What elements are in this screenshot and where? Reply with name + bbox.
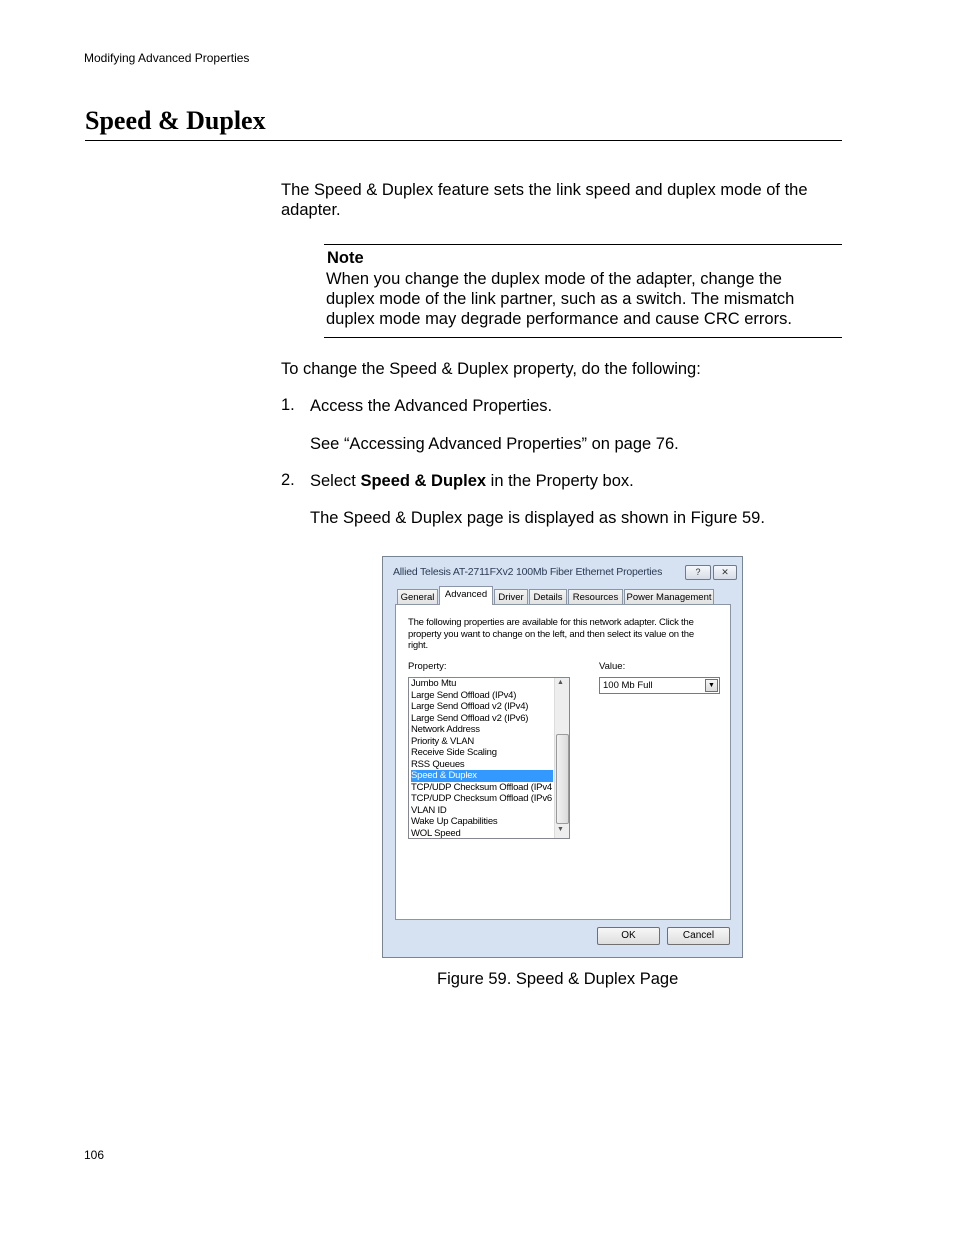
help-button[interactable]: ?	[685, 565, 711, 580]
tab-details[interactable]: Details	[529, 589, 567, 604]
step-2-post: in the Property box.	[486, 472, 634, 490]
tab-driver[interactable]: Driver	[494, 589, 528, 604]
cancel-button[interactable]: Cancel	[667, 927, 730, 945]
dialog-description: The following properties are available for this network adapter. Click the property you want to change on the left, and then select its value on the right.	[408, 617, 694, 651]
intro-line-2: adapter.	[281, 201, 341, 219]
property-listbox[interactable]	[408, 677, 570, 839]
property-item[interactable]: TCP/UDP Checksum Offload (IPv4	[411, 781, 552, 793]
property-item[interactable]: Jumbo Mtu	[411, 678, 457, 689]
dialog-title: Allied Telesis AT-2711FXv2 100Mb Fiber Ethernet Properties	[393, 566, 663, 578]
property-item[interactable]: TCP/UDP Checksum Offload (IPv6	[411, 793, 552, 804]
property-item[interactable]: Large Send Offload (IPv4)	[411, 689, 517, 701]
tab-resources[interactable]: Resources	[568, 589, 623, 604]
property-item[interactable]: Receive Side Scaling	[411, 747, 497, 758]
advanced-panel	[395, 604, 731, 920]
step-1-sub: See “Accessing Advanced Properties” on page 76.	[310, 435, 679, 453]
step-2-number: 2.	[281, 471, 295, 489]
property-item[interactable]: Large Send Offload v2 (IPv4)	[411, 701, 529, 712]
property-label: Property:	[408, 661, 447, 672]
property-item[interactable]: WOL Speed	[411, 827, 461, 839]
properties-dialog	[382, 556, 743, 958]
value-selected: 100 Mb Full	[603, 680, 653, 691]
value-label: Value:	[599, 661, 626, 672]
tab-advanced[interactable]: Advanced	[439, 586, 493, 605]
chevron-down-icon[interactable]: ▼	[705, 679, 718, 692]
tab-power-management[interactable]: Power Management	[624, 589, 714, 604]
note-box	[324, 244, 842, 338]
running-header: Modifying Advanced Properties	[84, 51, 250, 65]
step-2-text	[310, 471, 634, 491]
figure-caption: Figure 59. Speed & Duplex Page	[437, 970, 679, 988]
note-title: Note	[327, 249, 364, 267]
property-item[interactable]: Network Address	[411, 724, 480, 735]
close-icon: ✕	[721, 567, 729, 577]
close-button[interactable]	[713, 565, 737, 580]
tab-general[interactable]: General	[397, 589, 438, 604]
value-dropdown[interactable]	[599, 677, 720, 694]
page-number: 106	[84, 1148, 105, 1162]
intro-line-1: The Speed & Duplex feature sets the link speed and duplex mode of the	[281, 181, 808, 199]
property-item[interactable]: VLAN ID	[411, 804, 447, 816]
scroll-up-icon[interactable]: ▲	[557, 679, 564, 686]
note-text: When you change the duplex mode of the adapter, change the duplex mode of the link partner, such as a switch. The mismatch duplex mode may degrade performance and cause CRC errors.	[326, 270, 795, 328]
property-item[interactable]: Wake Up Capabilities	[411, 816, 498, 827]
step-2-pre: Select	[310, 472, 361, 490]
property-scrollbar[interactable]	[554, 678, 569, 838]
ok-button[interactable]: OK	[597, 927, 660, 945]
title-rule	[85, 140, 842, 141]
scroll-down-icon[interactable]: ▼	[557, 826, 564, 833]
instructions-text: To change the Speed & Duplex property, do the following:	[281, 360, 701, 378]
property-item[interactable]: Priority & VLAN	[411, 735, 474, 747]
step-1-number: 1.	[281, 396, 295, 414]
property-item[interactable]: RSS Queues	[411, 758, 465, 770]
scroll-thumb[interactable]	[556, 734, 569, 824]
step-2-bold: Speed & Duplex	[360, 472, 487, 490]
section-title: Speed & Duplex	[85, 106, 266, 135]
property-item-selected[interactable]: Speed & Duplex	[411, 770, 553, 782]
step-2-sub: The Speed & Duplex page is displayed as shown in Figure 59.	[310, 509, 765, 527]
property-item[interactable]: Large Send Offload v2 (IPv6)	[411, 712, 529, 724]
step-1-text: Access the Advanced Properties.	[310, 397, 553, 415]
